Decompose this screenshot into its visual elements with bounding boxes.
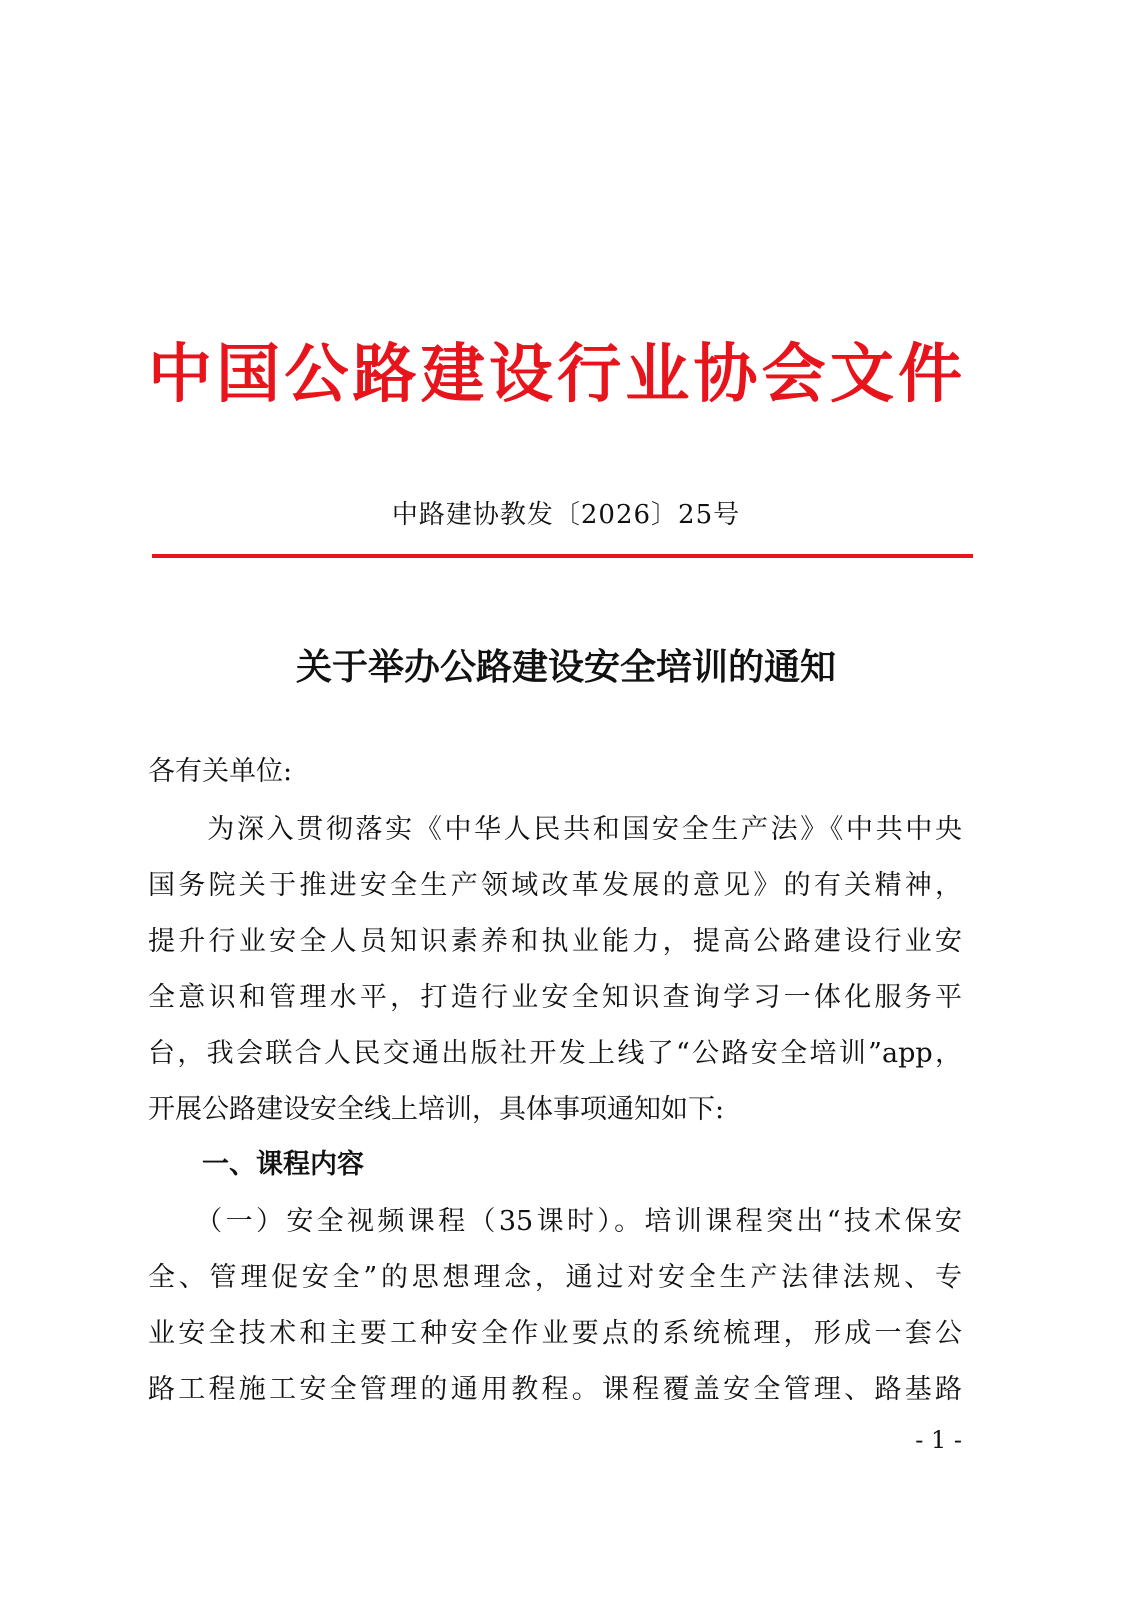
paragraph-line: 开展公路建设安全线上培训，具体事项通知如下:	[148, 1094, 725, 1125]
paragraph-line: 国务院关于推进安全生产领域改革发展的意见》的有关精神，	[148, 870, 962, 901]
document-number: 中路建协教发〔2026〕25号	[391, 500, 741, 530]
paragraph-line: 路工程施工安全管理的通用教程。课程覆盖安全管理、路基路	[148, 1374, 962, 1405]
paragraph-line: 全、管理促安全”的思想理念，通过对安全生产法律法规、专	[148, 1262, 962, 1293]
page-number: - 1 -	[915, 1426, 962, 1454]
salutation: 各有关单位:	[148, 756, 293, 787]
paragraph-line: 为深入贯彻落实《中华人民共和国安全生产法》《中共中央	[148, 814, 962, 845]
issuing-organization-header: 中国公路建设行业协会文件	[148, 338, 962, 412]
document-title: 关于举办公路建设安全培训的通知	[295, 646, 836, 688]
paragraph-line: 业安全技术和主要工种安全作业要点的系统梳理，形成一套公	[148, 1318, 962, 1349]
paragraph-line: 提升行业安全人员知识素养和执业能力，提高公路建设行业安	[148, 926, 962, 957]
paragraph-line: （一）安全视频课程（35课时）。培训课程突出“技术保安	[148, 1206, 962, 1237]
paragraph-line: 全意识和管理水平，打造行业安全知识查询学习一体化服务平	[148, 982, 962, 1013]
red-divider-line	[152, 554, 973, 558]
section-heading: 一、课程内容	[148, 1149, 364, 1180]
paragraph-line: 台，我会联合人民交通出版社开发上线了“公路安全培训”app，	[148, 1038, 962, 1069]
